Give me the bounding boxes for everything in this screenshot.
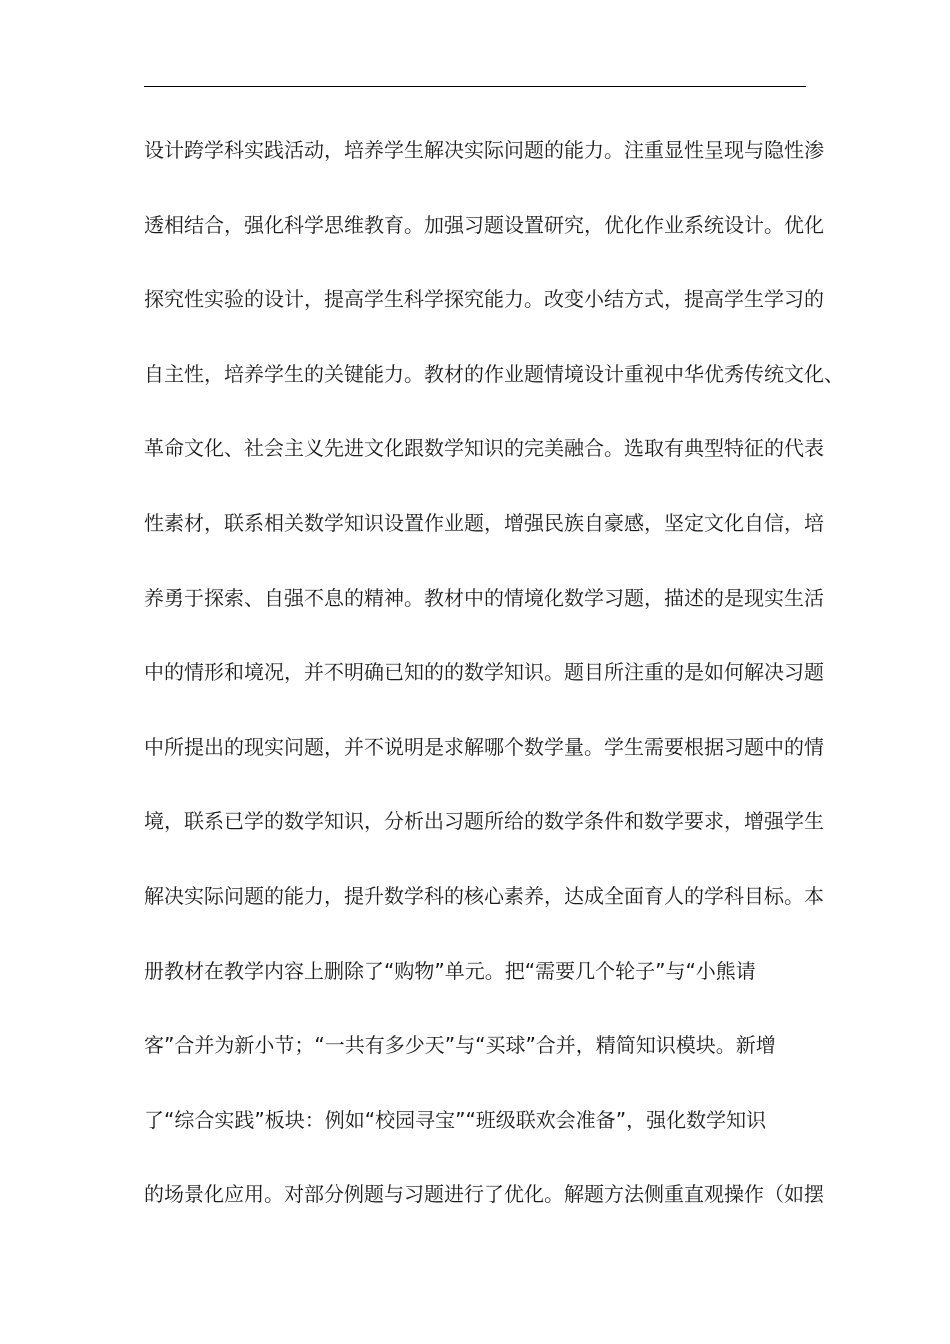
text-line: 透相结合，强化科学思维教育。加强习题设置研究，优化作业系统设计。优化	[144, 212, 824, 237]
text-line: 设计跨学科实践活动，培养学生解决实际问题的能力。注重显性呈现与隐性渗	[144, 138, 824, 162]
text-line: 中所提出的现实问题，并不说明是求解哪个数学量。学生需要根据习题中的情	[144, 734, 824, 759]
text-line: 养勇于探索、自强不息的精神。教材中的情境化数学习题，描述的是现实生活	[144, 585, 824, 610]
text-line: 客”合并为新小节；“一共有多少天”与“买球”合并，精简知识模块。新增	[144, 1033, 776, 1058]
header-rule	[144, 86, 806, 87]
body-paragraph	[144, 130, 844, 1249]
text-line: 境，联系已学的数学知识，分析出习题所给的数学条件和数学要求，增强学生	[144, 809, 824, 834]
text-line: 解决实际问题的能力，提升数学科的核心素养，达成全面育人的学科目标。本	[144, 883, 824, 908]
text-line: 了“综合实践”板块：例如“校园寻宝”“班级联欢会准备”，强化数学知识	[144, 1107, 767, 1132]
text-line: 自主性，培养学生的关键能力。教材的作业题情境设计重视中华优秀传统文化、	[144, 361, 844, 386]
text-line: 中的情形和境况，并不明确已知的的数学知识。题目所注重的是如何解决习题	[144, 660, 824, 685]
text-line: 的场景化应用。对部分例题与习题进行了优化。解题方法侧重直观操作（如摆	[144, 1182, 824, 1207]
text-line: 册教材在教学内容上删除了“购物”单元。把“需要几个轮子”与“小熊请	[144, 958, 756, 983]
text-line: 革命文化、社会主义先进文化跟数学知识的完美融合。选取有典型特征的代表	[144, 436, 824, 461]
text-line: 探究性实验的设计，提高学生科学探究能力。改变小结方式，提高学生学习的	[144, 287, 824, 312]
text-line: 性素材，联系相关数学知识设置作业题，增强民族自豪感，坚定文化自信，培	[144, 510, 824, 535]
